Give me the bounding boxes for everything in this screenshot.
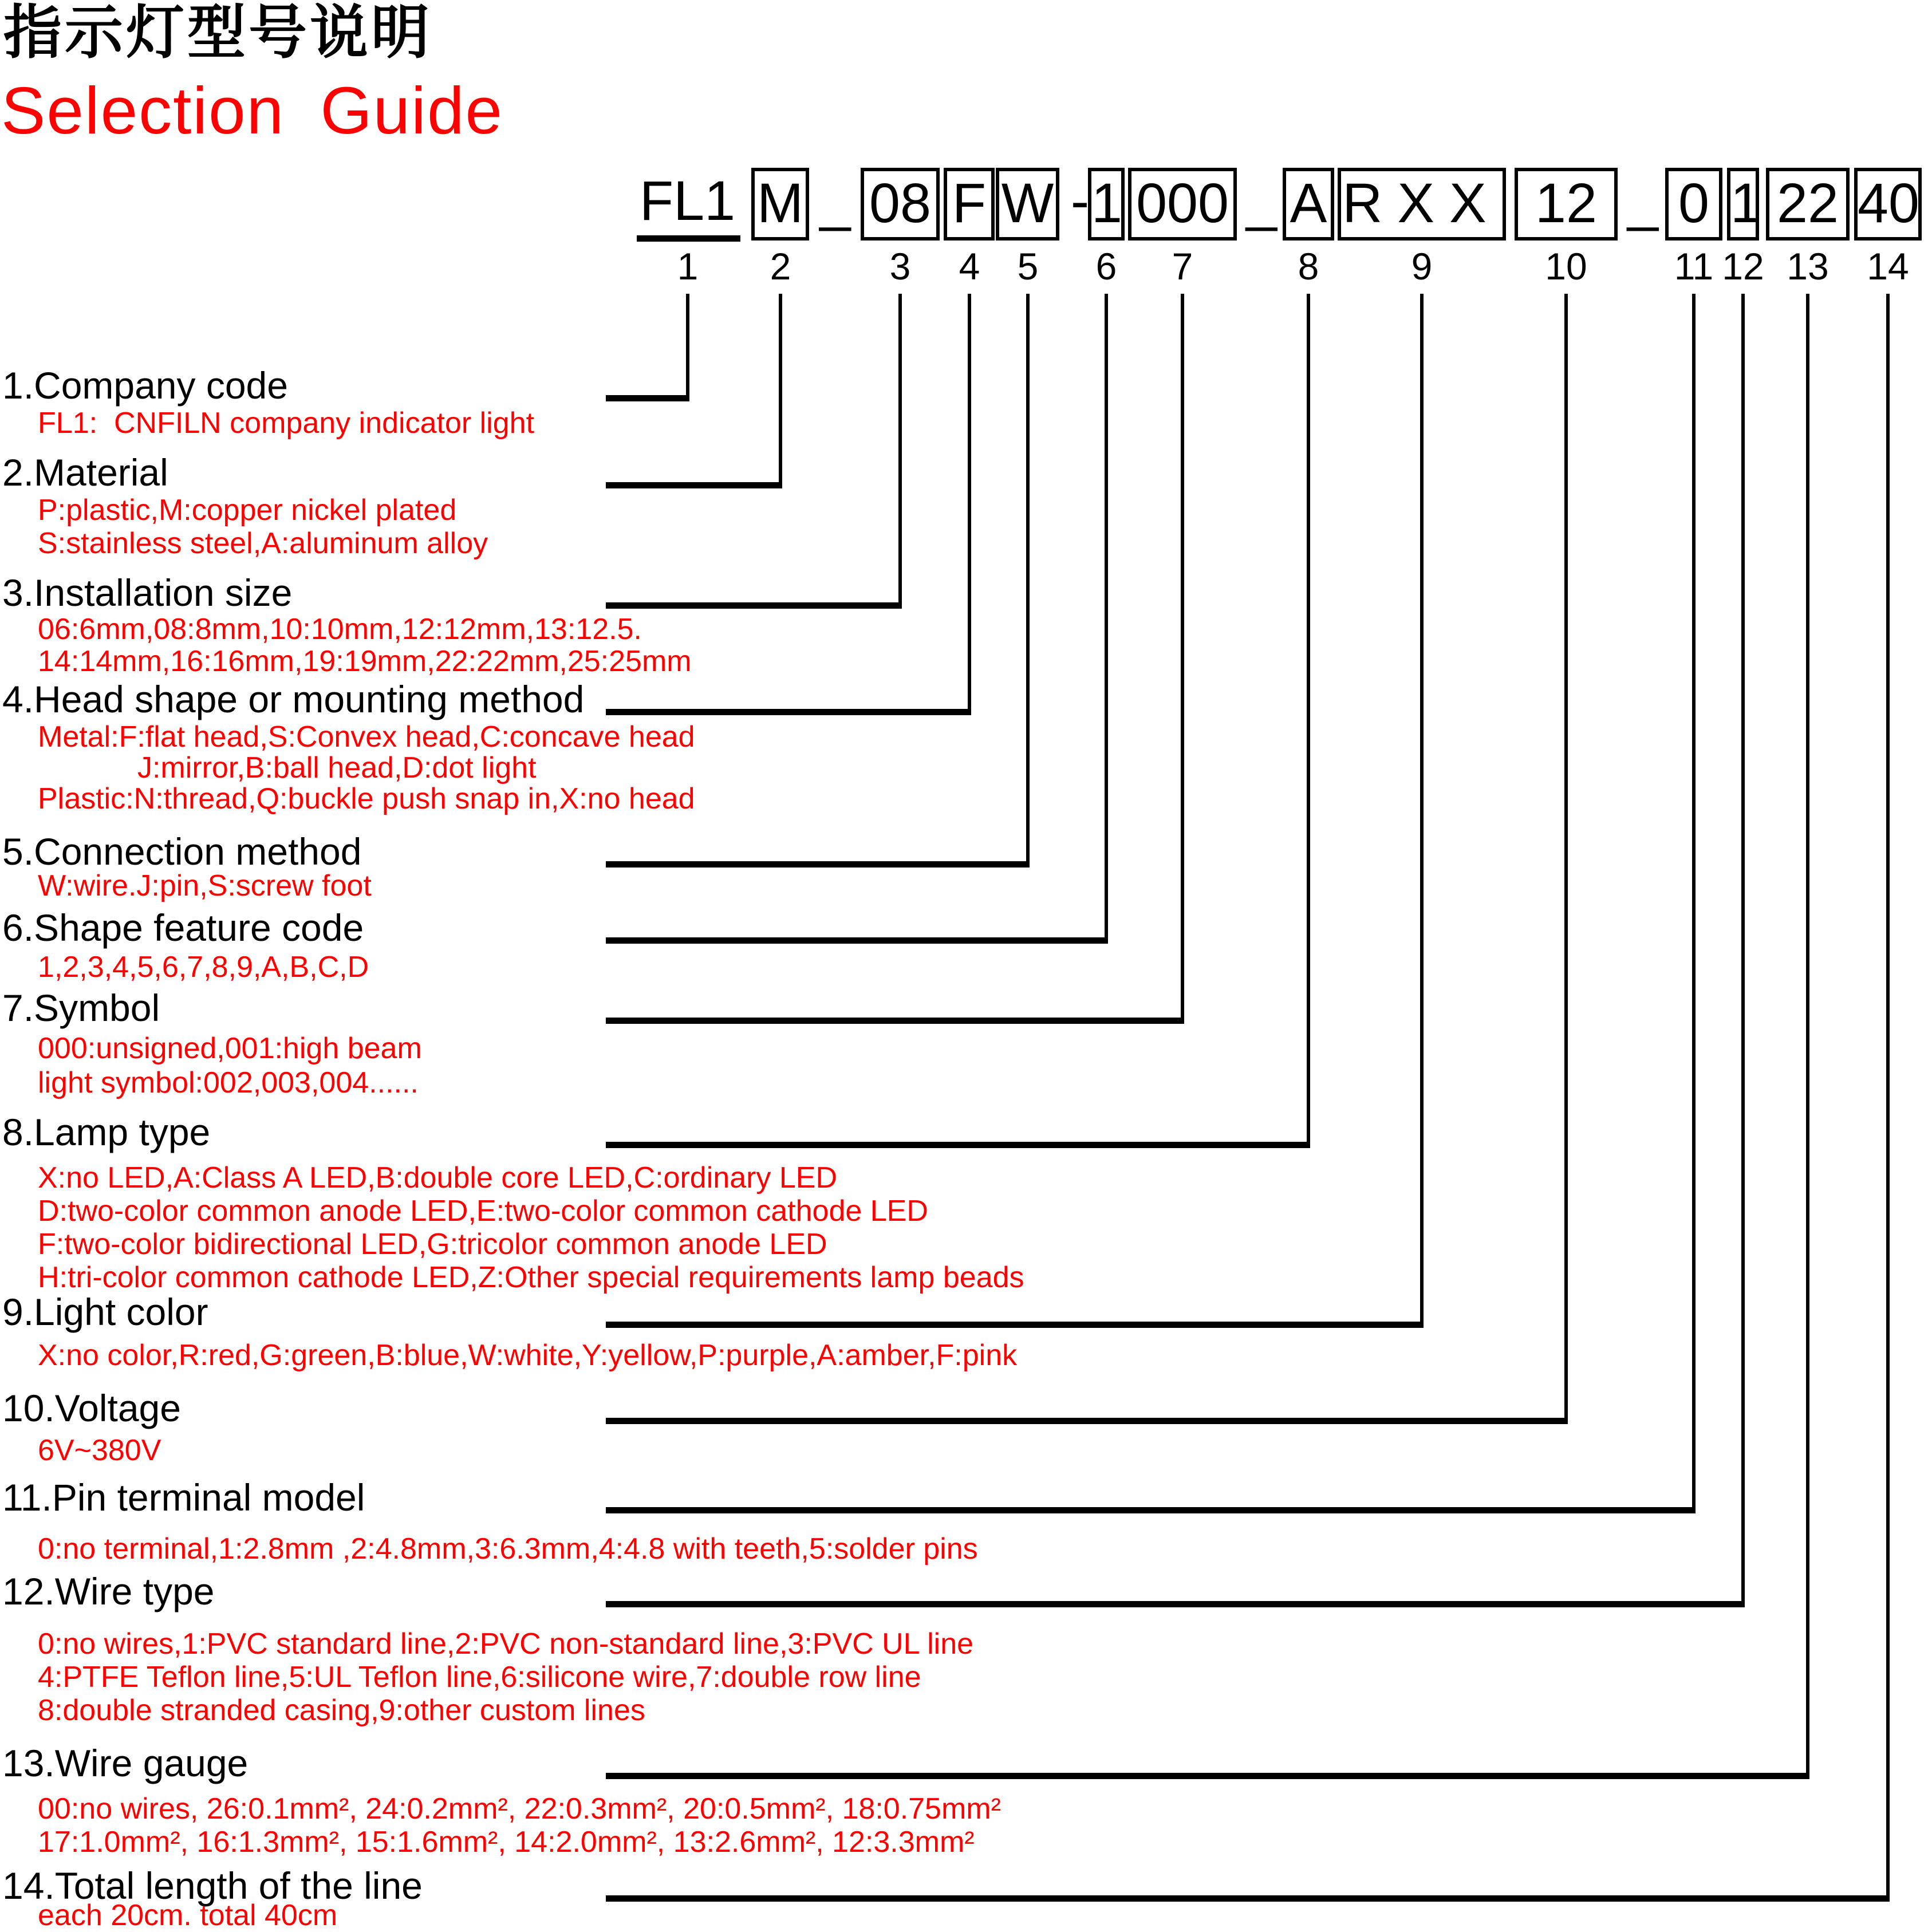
section-heading-8: 8.Lamp type	[2, 1111, 211, 1153]
leader-hline-2	[606, 482, 782, 488]
section-heading-6: 6.Shape feature code	[2, 906, 364, 949]
code-separator: -	[1070, 169, 1090, 232]
code-segment-13: 22	[1766, 168, 1850, 240]
company-code-underline	[637, 235, 740, 242]
section-detail-line: FL1: CNFILN company indicator light	[38, 407, 535, 440]
leader-vline-10	[1564, 294, 1568, 1424]
section-heading-9: 9.Light color	[2, 1291, 208, 1333]
section-detail-line: 00:no wires, 26:0.1mm², 24:0.2mm², 22:0.3mm², 20:0.5mm², 18:0.75mm²	[38, 1792, 1001, 1825]
code-segment-1: FL1	[639, 169, 736, 232]
section-detail-line: F:two-color bidirectional LED,G:tricolor common anode LED	[38, 1228, 827, 1261]
section-detail-line: S:stainless steel,A:aluminum alloy	[38, 527, 488, 560]
section-detail-line: W:wire.J:pin,S:screw foot	[38, 869, 372, 902]
code-segment-9: RXX	[1338, 168, 1506, 240]
section-detail-line: light symbol:002,003,004......	[38, 1066, 419, 1099]
leader-vline-14	[1886, 294, 1890, 1902]
section-detail-line: X:no color,R:red,G:green,B:blue,W:white,Y:yellow,P:purple,A:amber,F:pink	[38, 1339, 1018, 1372]
section-detail-line: 6V~380V	[38, 1434, 161, 1467]
leader-hline-5	[606, 861, 1030, 868]
code-segment-11: 0	[1665, 168, 1722, 240]
leader-vline-6	[1105, 294, 1108, 944]
section-detail-line: each 20cm. total 40cm	[38, 1899, 338, 1932]
code-position-number-13: 13	[1787, 245, 1829, 287]
leader-hline-1	[606, 395, 689, 401]
code-separator: _	[1627, 169, 1658, 232]
leader-vline-3	[898, 294, 902, 609]
section-heading-14: 14.Total length of the line	[2, 1864, 423, 1907]
leader-vline-8	[1307, 294, 1310, 1148]
section-detail-line: 06:6mm,08:8mm,10:10mm,12:12mm,13:12.5.	[38, 613, 642, 646]
leader-hline-7	[606, 1018, 1184, 1024]
section-detail-line: Metal:F:flat head,S:Convex head,C:concave head	[38, 720, 695, 754]
code-segment-2: M	[751, 168, 809, 240]
section-heading-10: 10.Voltage	[2, 1387, 181, 1429]
code-position-number-14: 14	[1867, 245, 1909, 287]
section-detail-line: 000:unsigned,001:high beam	[38, 1032, 422, 1065]
leader-vline-12	[1741, 294, 1745, 1607]
code-position-number-5: 5	[1017, 245, 1039, 287]
section-heading-3: 3.Installation size	[2, 571, 293, 614]
code-separator: _	[1246, 169, 1277, 232]
section-detail-line: 1,2,3,4,5,6,7,8,9,A,B,C,D	[38, 951, 369, 984]
leader-vline-1	[686, 294, 689, 401]
code-position-number-1: 1	[677, 245, 699, 287]
section-heading-12: 12.Wire type	[2, 1570, 215, 1612]
code-position-number-10: 10	[1545, 245, 1587, 287]
section-detail-line: H:tri-color common cathode LED,Z:Other special requirements lamp beads	[38, 1261, 1024, 1294]
leader-vline-5	[1026, 294, 1030, 868]
code-segment-8: A	[1283, 168, 1334, 240]
code-segment-14: 40	[1854, 168, 1922, 240]
leader-hline-10	[606, 1418, 1568, 1424]
leader-hline-3	[606, 602, 902, 609]
section-heading-1: 1.Company code	[2, 364, 288, 407]
code-position-number-11: 11	[1674, 245, 1714, 287]
leader-vline-13	[1806, 294, 1809, 1779]
section-heading-7: 7.Symbol	[2, 987, 160, 1029]
code-position-number-3: 3	[889, 245, 911, 287]
code-position-number-9: 9	[1411, 245, 1433, 287]
code-position-number-8: 8	[1298, 245, 1319, 287]
code-segment-12: 1	[1727, 168, 1759, 240]
code-position-number-6: 6	[1095, 245, 1117, 287]
code-segment-6: 1	[1088, 168, 1125, 240]
page-title-chinese: 指示灯型号说明	[3, 0, 432, 65]
section-detail-line: P:plastic,M:copper nickel plated	[38, 494, 457, 527]
section-detail-line: 17:1.0mm², 16:1.3mm², 15:1.6mm², 14:2.0mm², 13:2.6mm², 12:3.3mm²	[38, 1825, 975, 1859]
section-heading-13: 13.Wire gauge	[2, 1742, 249, 1784]
section-detail-line: J:mirror,B:ball head,D:dot light	[137, 751, 537, 784]
leader-hline-6	[606, 937, 1108, 944]
code-segment-5: W	[996, 168, 1059, 240]
leader-vline-11	[1692, 294, 1696, 1513]
section-detail-line: 4:PTFE Teflon line,5:UL Teflon line,6:silicone wire,7:double row line	[38, 1661, 921, 1694]
leader-hline-12	[606, 1601, 1745, 1607]
code-separator: _	[819, 169, 851, 232]
section-heading-4: 4.Head shape or mounting method	[2, 678, 585, 720]
leader-hline-11	[606, 1507, 1696, 1513]
section-detail-line: 14:14mm,16:16mm,19:19mm,22:22mm,25:25mm	[38, 645, 692, 678]
leader-vline-7	[1181, 294, 1184, 1024]
leader-hline-4	[606, 709, 971, 715]
code-segment-3: 08	[861, 168, 940, 240]
section-heading-5: 5.Connection method	[2, 830, 362, 873]
page-title-english: Selection Guide	[1, 73, 503, 148]
code-segment-4: F	[944, 168, 995, 240]
code-position-number-2: 2	[770, 245, 791, 287]
leader-vline-2	[779, 294, 782, 488]
code-position-number-7: 7	[1172, 245, 1193, 287]
leader-hline-9	[606, 1322, 1424, 1328]
leader-vline-9	[1420, 294, 1424, 1328]
code-position-number-4: 4	[959, 245, 980, 287]
section-detail-line: 0:no wires,1:PVC standard line,2:PVC non-standard line,3:PVC UL line	[38, 1627, 974, 1661]
code-position-number-12: 12	[1722, 245, 1764, 287]
section-detail-line: 8:double stranded casing,9:other custom lines	[38, 1694, 645, 1727]
leader-hline-13	[606, 1773, 1809, 1779]
section-heading-11: 11.Pin terminal model	[2, 1476, 365, 1519]
leader-vline-4	[968, 294, 971, 715]
leader-hline-14	[606, 1895, 1890, 1902]
leader-hline-8	[606, 1142, 1310, 1148]
section-detail-line: Plastic:N:thread,Q:buckle push snap in,X:no head	[38, 782, 695, 815]
code-segment-7: 000	[1128, 168, 1237, 240]
section-heading-2: 2.Material	[2, 451, 168, 494]
section-detail-line: 0:no terminal,1:2.8mm ,2:4.8mm,3:6.3mm,4:4.8 with teeth,5:solder pins	[38, 1532, 978, 1566]
section-detail-line: X:no LED,A:Class A LED,B:double core LED,C:ordinary LED	[38, 1161, 838, 1194]
section-detail-line: D:two-color common anode LED,E:two-color common cathode LED	[38, 1194, 928, 1228]
code-segment-10: 12	[1515, 168, 1618, 240]
